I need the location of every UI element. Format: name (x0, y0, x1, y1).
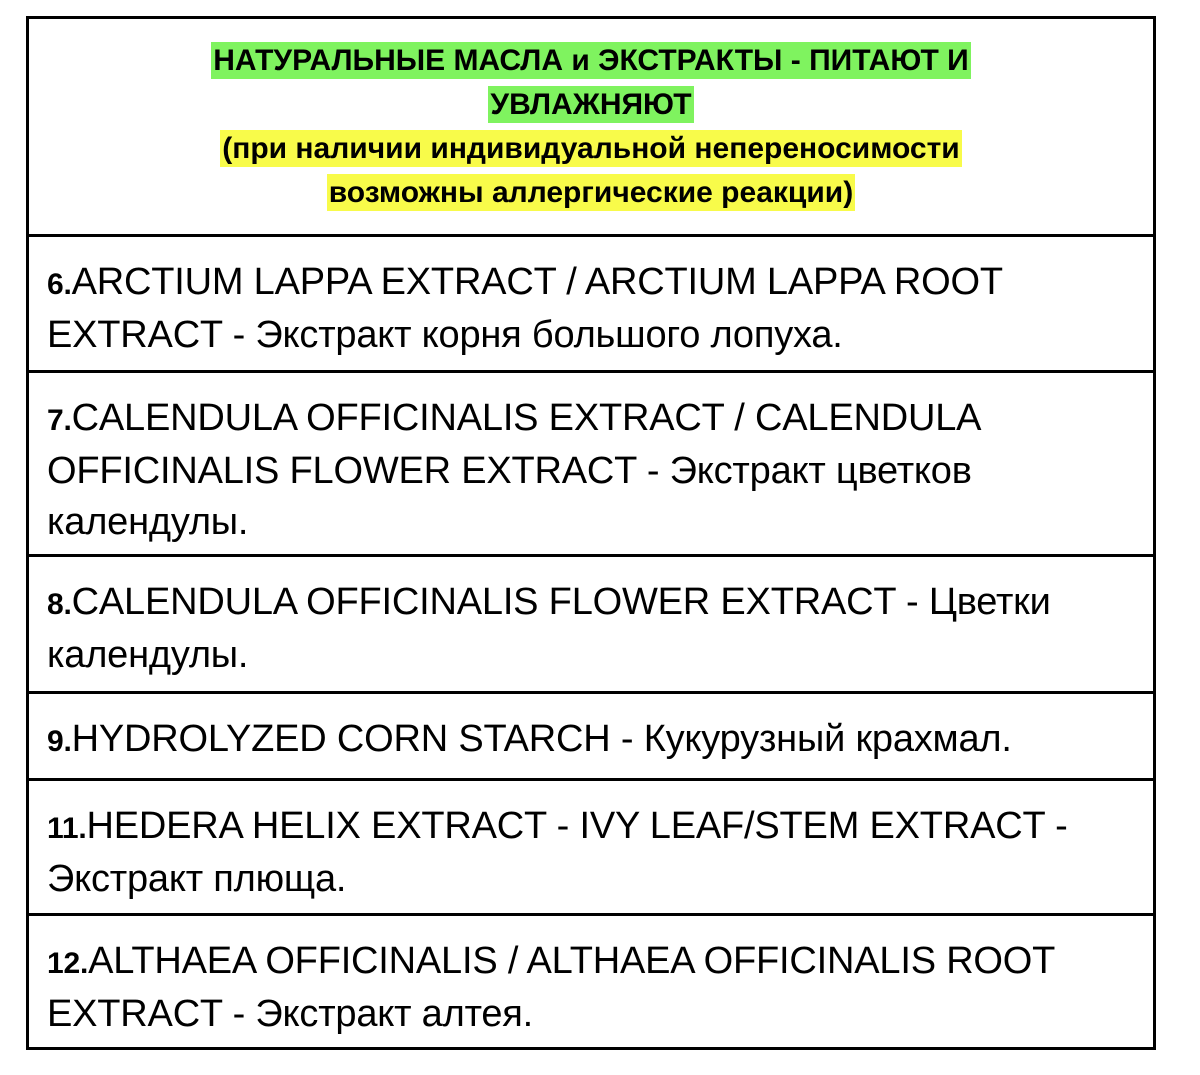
header-title-line-2: УВЛАЖНЯЮТ (490, 87, 692, 121)
table-header (29, 19, 1153, 237)
ingredient-row (29, 694, 1153, 781)
ingredient-number: 6. (47, 268, 72, 301)
ingredient-text: HEDERA HELIX EXTRACT - IVY LEAF/STEM EXTRACT - Экстракт плюща. (47, 805, 1068, 900)
ingredient-number: 8. (47, 588, 72, 621)
header-title-line-1: НАТУРАЛЬНЫЕ МАСЛА и ЭКСТРАКТЫ - ПИТАЮТ И (213, 43, 969, 77)
ingredient-number: 11. (47, 812, 87, 845)
header-note (220, 127, 962, 215)
ingredients-table (26, 16, 1156, 1050)
ingredient-text: CALENDULA OFFICINALIS EXTRACT / CALENDULA OFFICINALIS FLOWER EXTRACT - Экстракт цветков календулы. (47, 397, 980, 543)
ingredient-row (29, 781, 1153, 916)
ingredient-row (29, 373, 1153, 557)
ingredient-row (29, 237, 1153, 373)
ingredient-number: 9. (47, 725, 72, 758)
ingredient-text: CALENDULA OFFICINALIS FLOWER EXTRACT - Цветки календулы. (47, 581, 1051, 676)
header-note-line-1: (при наличии индивидуальной непереносимости (222, 131, 960, 165)
ingredient-text: HYDROLYZED CORN STARCH - Кукурузный крахмал. (71, 718, 1012, 760)
ingredient-number: 12. (47, 947, 89, 980)
header-note-line-2: возможны аллергические реакции) (328, 175, 854, 209)
ingredient-text: ARCTIUM LAPPA EXTRACT / ARCTIUM LAPPA ROOT EXTRACT - Экстракт корня большого лопуха. (47, 261, 1003, 356)
ingredient-number: 7. (47, 404, 72, 437)
ingredient-text: ALTHAEA OFFICINALIS / ALTHAEA OFFICINALIS ROOT EXTRACT - Экстракт алтея. (47, 940, 1055, 1035)
ingredient-row (29, 557, 1153, 694)
ingredient-row (29, 916, 1153, 1050)
header-title (211, 39, 970, 127)
